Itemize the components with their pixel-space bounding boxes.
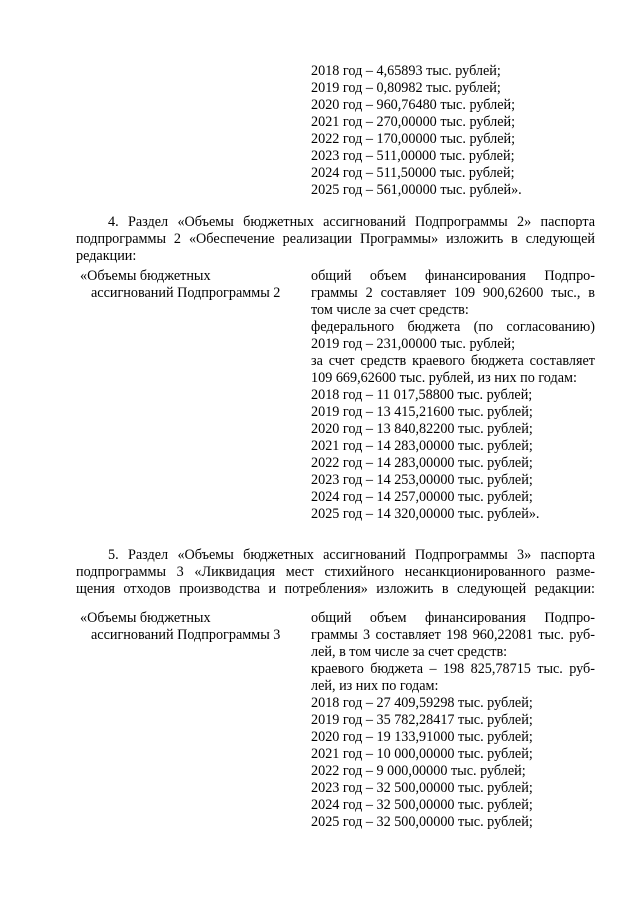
content-line: лей, из них по годам: bbox=[311, 678, 439, 694]
year-line: 2025 год – 14 320,00000 тыс. рублей». bbox=[311, 506, 540, 522]
content-line: общий объем финансирования Подпро- bbox=[311, 268, 595, 284]
content-line: 2019 год – 231,00000 тыс. рублей; bbox=[311, 336, 516, 352]
content-line: граммы 2 составляет 109 900,62600 тыс., в bbox=[311, 285, 595, 301]
paragraph-line: редакции: bbox=[76, 248, 137, 265]
year-line: 2024 год – 511,50000 тыс. рублей; bbox=[311, 165, 515, 181]
year-line: 2021 год – 10 000,00000 тыс. рублей; bbox=[311, 746, 533, 762]
year-line: 2018 год – 27 409,59298 тыс. рублей; bbox=[311, 695, 533, 711]
content-line: лей, в том числе за счет средств: bbox=[311, 644, 508, 660]
item-5-content bbox=[311, 610, 595, 831]
year-line: 2020 год – 19 133,91000 тыс. рублей; bbox=[311, 729, 533, 745]
year-line: 2024 год – 32 500,00000 тыс. рублей; bbox=[311, 797, 533, 813]
year-line: 2023 год – 511,00000 тыс. рублей; bbox=[311, 148, 515, 164]
item-5-label bbox=[80, 610, 290, 644]
content-line: федерального бюджета (по согласованию) bbox=[311, 319, 595, 335]
content-line: за счет средств краевого бюджета составляет bbox=[311, 353, 595, 369]
year-line: 2023 год – 14 253,00000 тыс. рублей; bbox=[311, 472, 533, 488]
item-5-paragraph bbox=[76, 547, 595, 599]
label-line: «Объемы бюджетных bbox=[80, 610, 211, 626]
content-line: краевого бюджета – 198 825,78715 тыс. руб- bbox=[311, 661, 595, 677]
subprogram-1-yearly-list bbox=[311, 63, 522, 199]
label-line: «Объемы бюджетных bbox=[80, 268, 211, 284]
year-line: 2022 год – 14 283,00000 тыс. рублей; bbox=[311, 455, 533, 471]
year-line: 2020 год – 960,76480 тыс. рублей; bbox=[311, 97, 516, 113]
content-line: граммы 3 составляет 198 960,22081 тыс. руб- bbox=[311, 627, 595, 643]
year-line: 2020 год – 13 840,82200 тыс. рублей; bbox=[311, 421, 533, 437]
paragraph-line: щения отходов производства и потребления» изложить в следующей редакции: bbox=[76, 581, 595, 598]
year-line: 2018 год – 11 017,58800 тыс. рублей; bbox=[311, 387, 533, 403]
item-4-label bbox=[80, 268, 290, 302]
paragraph-line: подпрограммы 2 «Обеспечение реализации Программы» изложить в следующей bbox=[76, 231, 595, 248]
item-4-content bbox=[311, 268, 595, 523]
year-line: 2021 год – 14 283,00000 тыс. рублей; bbox=[311, 438, 533, 454]
year-line: 2021 год – 270,00000 тыс. рублей; bbox=[311, 114, 516, 130]
year-line: 2022 год – 9 000,00000 тыс. рублей; bbox=[311, 763, 526, 779]
year-line: 2019 год – 35 782,28417 тыс. рублей; bbox=[311, 712, 533, 728]
content-line: том числе за счет средств: bbox=[311, 302, 469, 318]
content-line: общий объем финансирования Подпро- bbox=[311, 610, 595, 626]
paragraph-line: 5. Раздел «Объемы бюджетных ассигнований Подпрограммы 3» паспорта bbox=[108, 547, 595, 563]
year-line: 2025 год – 561,00000 тыс. рублей». bbox=[311, 182, 522, 198]
year-line: 2025 год – 32 500,00000 тыс. рублей; bbox=[311, 814, 533, 830]
year-line: 2019 год – 0,80982 тыс. рублей; bbox=[311, 80, 501, 96]
paragraph-line: подпрограммы 3 «Ликвидация мест стихийного несанкционированного разме- bbox=[76, 564, 595, 581]
year-line: 2023 год – 32 500,00000 тыс. рублей; bbox=[311, 780, 533, 796]
year-line: 2024 год – 14 257,00000 тыс. рублей; bbox=[311, 489, 533, 505]
content-line: 109 669,62600 тыс. рублей, из них по годам: bbox=[311, 370, 577, 386]
paragraph-line: 4. Раздел «Объемы бюджетных ассигнований Подпрограммы 2» паспорта bbox=[108, 214, 595, 230]
label-line: ассигнований Подпрограммы 2 bbox=[91, 285, 281, 301]
year-line: 2019 год – 13 415,21600 тыс. рублей; bbox=[311, 404, 533, 420]
item-4-paragraph bbox=[76, 214, 595, 266]
year-line: 2018 год – 4,65893 тыс. рублей; bbox=[311, 63, 501, 79]
year-line: 2022 год – 170,00000 тыс. рублей; bbox=[311, 131, 516, 147]
label-line: ассигнований Подпрограммы 3 bbox=[91, 627, 281, 643]
